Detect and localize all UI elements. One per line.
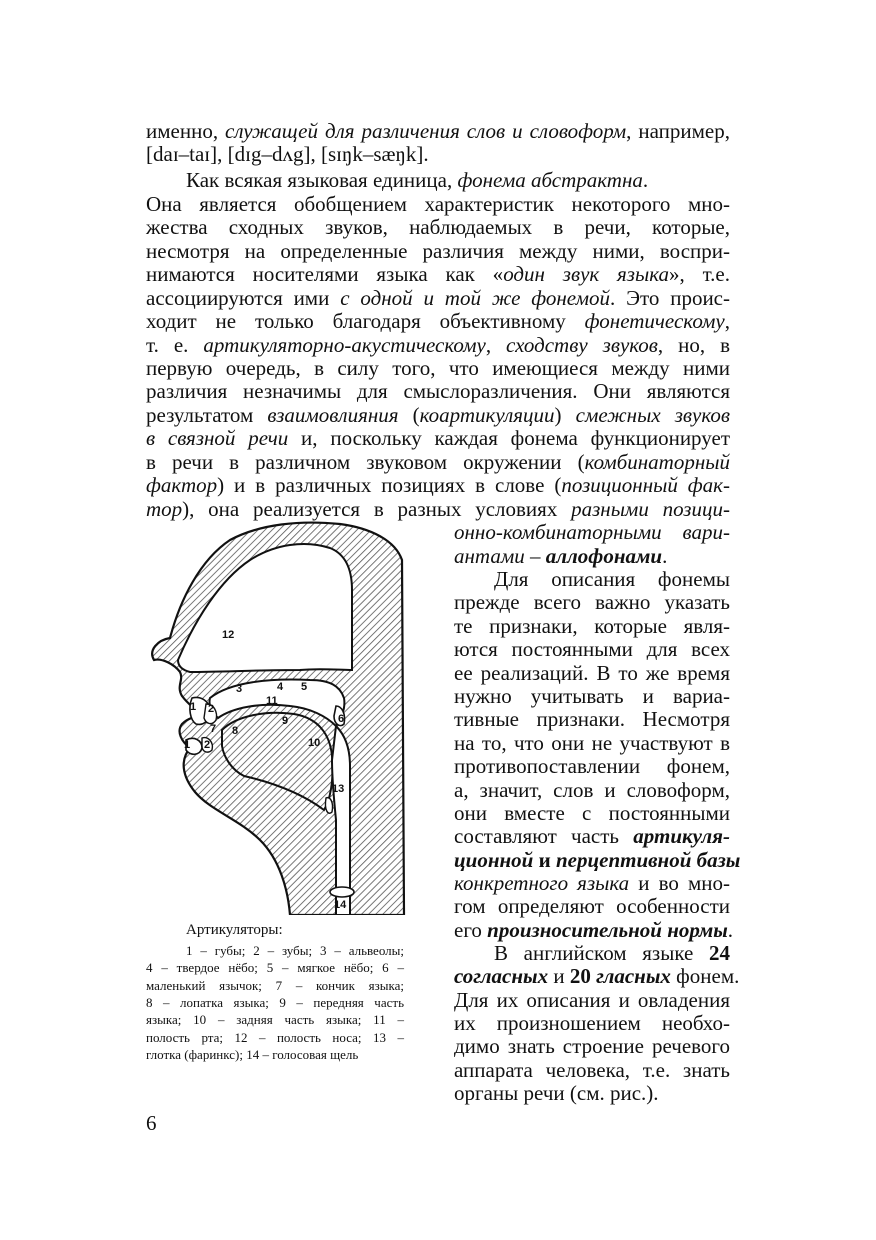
text-run: противопоставлении фонем, bbox=[454, 754, 730, 778]
right-column-line bbox=[454, 519, 730, 545]
text-run: . Это проис- bbox=[610, 286, 730, 310]
speech-organs-figure bbox=[140, 520, 410, 915]
text-run: т. е. bbox=[146, 333, 204, 357]
right-column-line bbox=[454, 893, 730, 919]
text-run: ее реализаций. В то же время bbox=[454, 661, 730, 685]
text-run: и bbox=[548, 964, 570, 988]
text-run: результатом bbox=[146, 403, 268, 427]
text-run: ассоциируются ими bbox=[146, 286, 341, 310]
text-run: Для описания фонемы bbox=[494, 567, 730, 591]
text-run: аллофонами bbox=[545, 544, 663, 568]
text-run: ) bbox=[554, 403, 576, 427]
right-column-line bbox=[454, 963, 740, 989]
text-run: коартикуляции bbox=[419, 403, 555, 427]
text-run: комбинаторный bbox=[584, 450, 730, 474]
text-run: антами bbox=[454, 544, 525, 568]
text-run: », т.е. bbox=[669, 262, 730, 286]
text-run: . bbox=[642, 168, 649, 192]
caption-line: полость рта; 12 – полость носа; 13 – bbox=[146, 1029, 404, 1045]
text-run: Для их описания и овладения bbox=[454, 988, 730, 1012]
figure-caption-title: Артикуляторы: bbox=[186, 922, 283, 938]
body-line bbox=[146, 261, 730, 287]
text-run: в связной речи bbox=[146, 426, 289, 450]
text-run: , например, bbox=[626, 119, 730, 143]
text-run: Как всякая языковая единица, bbox=[186, 168, 458, 192]
right-column-line bbox=[454, 1080, 730, 1106]
figure-label: 6 bbox=[338, 713, 345, 725]
figure-label: 8 bbox=[232, 725, 239, 737]
text-run: их произношением необхо- bbox=[454, 1011, 730, 1035]
body-line bbox=[146, 472, 730, 498]
right-column-line bbox=[454, 706, 730, 732]
caption-line: маленький язычок; 7 – кончик языка; bbox=[146, 977, 404, 993]
figure-label: 10 bbox=[308, 737, 321, 749]
text-run: ются постоянными для всех bbox=[454, 637, 730, 661]
text-run: прежде всего важно указать bbox=[454, 590, 730, 614]
text-run: служащей для различения слов и словоформ bbox=[225, 119, 627, 143]
body-line bbox=[186, 167, 730, 193]
text-run: фонетическому bbox=[584, 309, 725, 333]
text-run: произносительной нормы bbox=[487, 918, 728, 942]
text-run: несмотря на определенные различия между ними, воспри- bbox=[146, 239, 730, 263]
text-run: с одной и той же фонемой bbox=[340, 286, 610, 310]
page-number: 6 bbox=[146, 1111, 157, 1135]
text-run: , bbox=[724, 309, 730, 333]
text-run: 24 bbox=[709, 941, 730, 965]
right-column-line bbox=[454, 823, 730, 849]
text-run: , bbox=[485, 333, 507, 357]
text-run: фонем. bbox=[670, 964, 740, 988]
text-run: сходству звуков bbox=[506, 333, 658, 357]
text-run: фонема абстрактна bbox=[457, 168, 643, 192]
text-run: артикуляторно-акустическому bbox=[203, 333, 486, 357]
text-run: и bbox=[538, 848, 551, 872]
text-run: в речи в различном звуковом окружении ( bbox=[146, 450, 585, 474]
text-run: те признаки, которые явля- bbox=[454, 614, 730, 638]
text-run: различия незначимы для смыслоразличения. Они являются bbox=[146, 379, 730, 403]
caption-line: языка; 10 – задняя часть языка; 11 – bbox=[146, 1012, 404, 1028]
text-run: аппарата человека, т.е. знать bbox=[454, 1058, 730, 1082]
text-run: нужно учитывать и вариа- bbox=[454, 684, 730, 708]
text-run: фактор bbox=[146, 473, 218, 497]
text-run: димо знать строение речевого bbox=[454, 1034, 730, 1058]
figure-label: 13 bbox=[332, 783, 345, 795]
text-run: – bbox=[524, 544, 546, 568]
text-run: , но, в bbox=[657, 333, 731, 357]
figure-label: 9 bbox=[282, 715, 289, 727]
text-run: Она является обобщением характеристик некоторого мно- bbox=[146, 192, 730, 216]
text-run: ходит не только благодаря объективному bbox=[146, 309, 585, 333]
right-column-line bbox=[454, 1033, 730, 1059]
text-run: ционной bbox=[454, 848, 534, 872]
figure-label: 5 bbox=[301, 681, 308, 693]
text-run: разными позици- bbox=[571, 497, 730, 521]
right-column-line bbox=[454, 636, 730, 662]
figure-label: 12 bbox=[222, 629, 235, 641]
caption-line: 1 – губы; 2 – зубы; 3 – альвеолы; bbox=[186, 943, 404, 958]
figure-label: 3 bbox=[236, 683, 243, 695]
text-run: нимаются носителями языка как « bbox=[146, 262, 504, 286]
figure-label: 2 bbox=[204, 739, 211, 751]
right-column-line bbox=[454, 753, 730, 779]
text-run: взаимовлияния bbox=[267, 403, 399, 427]
figure-label: 7 bbox=[210, 723, 217, 735]
text-run: перцептивной базы bbox=[555, 848, 741, 872]
body-line bbox=[146, 141, 730, 167]
figure-label: 2 bbox=[208, 703, 215, 715]
figure-label: 11 bbox=[266, 695, 278, 707]
text-run: тивные признаки. Несмотря bbox=[454, 707, 730, 731]
text-run: согласных bbox=[454, 964, 549, 988]
text-run: тор bbox=[146, 497, 183, 521]
text-run: а, значит, слов и словоформ, bbox=[454, 778, 730, 802]
caption-line: глотка (фаринкс); 14 – голосовая щель bbox=[146, 1046, 359, 1062]
text-run: один звук языка bbox=[503, 262, 670, 286]
figure-label: 1 bbox=[184, 739, 191, 751]
figure-label: 4 bbox=[277, 681, 284, 693]
text-run: . bbox=[662, 544, 668, 568]
body-line bbox=[146, 378, 730, 404]
text-run: гом определяют особенности bbox=[454, 894, 730, 918]
text-run: артикуля- bbox=[633, 824, 730, 848]
text-run: смежных звуков bbox=[575, 403, 730, 427]
text-run: [daɪ–taɪ], [dɪg–dʌg], [sɪŋk–sæŋk]. bbox=[146, 142, 429, 166]
text-run: . bbox=[727, 918, 734, 942]
text-run: конкретного языка bbox=[454, 871, 630, 895]
text-run: они вместе с постоянными bbox=[454, 801, 730, 825]
text-run: В английском языке bbox=[494, 941, 709, 965]
text-run: органы речи (см. рис.). bbox=[454, 1081, 659, 1105]
caption-line: 8 – лопатка языка; 9 – передняя часть bbox=[146, 994, 404, 1010]
text-run: на то, что они не участвуют в bbox=[454, 731, 730, 755]
caption-line: 4 – твердое нёбо; 5 – мягкое нёбо; 6 – bbox=[146, 960, 404, 976]
text-run: гласных bbox=[596, 964, 671, 988]
text-run: именно, bbox=[146, 119, 226, 143]
text-run: ( bbox=[398, 403, 420, 427]
right-column-line bbox=[454, 589, 730, 615]
figure-label: 14 bbox=[334, 899, 347, 911]
body-line bbox=[146, 214, 730, 240]
text-run: 20 bbox=[569, 964, 591, 988]
text-run: ), она реализуется в разных условиях bbox=[182, 497, 572, 521]
text-run: составляют часть bbox=[454, 824, 634, 848]
text-run: его bbox=[454, 918, 488, 942]
text-run: и во мно- bbox=[629, 871, 731, 895]
text-run: позиционный фак- bbox=[561, 473, 731, 497]
body-line bbox=[146, 425, 730, 451]
text-run: первую очередь, в силу того, что имеющиеся между ними bbox=[146, 356, 730, 380]
text-run: жества сходных звуков, наблюдаемых в речи, которые, bbox=[146, 215, 730, 239]
body-line bbox=[146, 308, 730, 334]
text-run: онно-комбинаторными вари- bbox=[454, 520, 730, 544]
figure-label: 1 bbox=[190, 701, 197, 713]
text-run: и, поскольку каждая фонема функционирует bbox=[288, 426, 731, 450]
text-run: ) и в различных позициях в слове ( bbox=[217, 473, 562, 497]
